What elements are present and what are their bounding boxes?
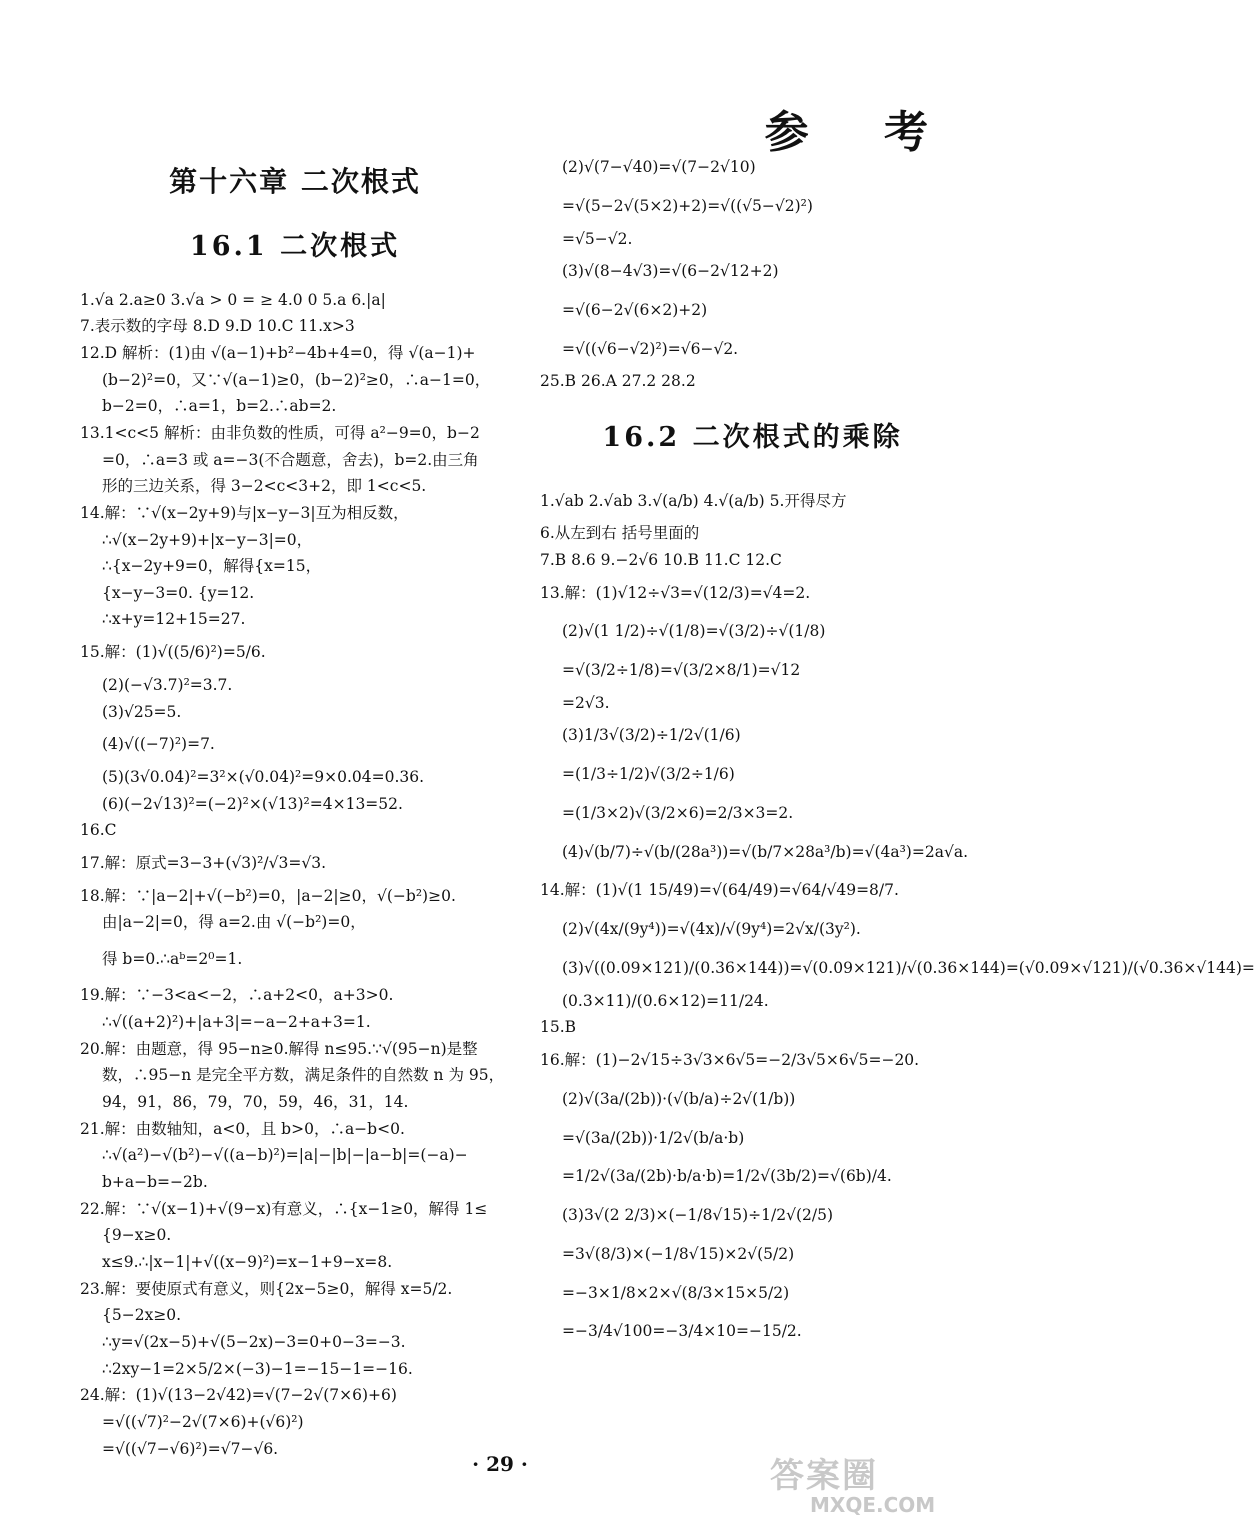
answer-line: 19.解：∵−3<a<−2，∴a+2<0，a+3>0. [80,986,394,1005]
answer-line: 6.从左到右 括号里面的 [540,524,700,543]
answer-line: =√(5−2√(5×2)+2)=√((√5−√2)²) [562,196,813,215]
answer-line: (2)√(4x/(9y⁴))=√(4x)/√(9y⁴)=2√x/(3y²). [562,920,861,939]
answer-line: (3)√((0.09×121)/(0.36×144))=√(0.09×121)/√(0.36×144)=(√0.09×√121)/(√0.36×√144)= [562,958,1255,977]
answer-line: ∴√(x−2y+9)+|x−y−3|=0， [102,530,313,549]
answer-line: (2)√(7−√40)=√(7−2√10) [562,158,756,176]
answer-line: 7.B 8.6 9.−2√6 10.B 11.C 12.C [540,550,782,569]
answer-line: ∴x+y=12+15=27. [102,610,246,629]
answer-line: ∴√(a²)−√(b²)−√((a−b)²)=|a|−|b|−|a−b|=(−a)− [102,1146,468,1165]
answer-line: 15.解：(1)√((5/6)²)=5/6. [80,643,266,662]
answer-line: =3√(8/3)×(−1/8√15)×2√(5/2) [562,1244,795,1263]
answer-line: b+a−b=−2b. [102,1173,208,1192]
answer-line: (4)√(b/7)÷√(b/(28a³))=√(b/7×28a³/b)=√(4a³)=2a√a. [562,842,968,861]
answer-line: (2)(−√3.7)²=3.7. [102,675,233,694]
answer-line: 13.解：(1)√12÷√3=√(12/3)=√4=2. [540,583,811,602]
answer-line: ∴{x−2y+9=0，解得{x=15， [102,557,322,576]
answer-line: {5−2x≥0. [102,1306,182,1325]
answer-line: 得 b=0.∴aᵇ=2⁰=1. [102,949,243,968]
answer-line: (b−2)²=0，又∵√(a−1)≥0，(b−2)²≥0，∴a−1=0， [102,370,491,389]
answer-line: (5)(3√0.04)²=3²×(√0.04)²=9×0.04=0.36. [102,767,425,786]
answer-line: 16.C [80,821,117,840]
left-answers [80,287,510,1463]
answer-line: 14.解：(1)√(1 15/49)=√(64/49)=√64/√49=8/7. [540,881,899,900]
right-column [540,148,1255,1351]
answer-line: =−3×1/8×2×√(8/3×15×5/2) [562,1283,790,1302]
answer-line: ∴√((a+2)²)+|a+3|=−a−2+a+3=1. [102,1013,371,1032]
answer-line: 13.1<c<5 解析：由非负数的性质，可得 a²−9=0，b−2 [80,423,480,442]
answer-line: 1.√a 2.a≥0 3.√a > 0 = ≥ 4.0 0 5.a 6.|a| [80,290,386,309]
answer-line: =0，∴a=3 或 a=−3(不合题意，舍去)，b=2.由三角 [102,450,479,469]
answer-line: 14.解：∵√(x−2y+9)与|x−y−3|互为相反数， [80,503,409,522]
answer-line: =√((√7)²−2√(7×6)+(√6)²) [102,1412,304,1431]
answer-line: 20.解：由题意，得 95−n≥0.解得 n≤95.∵√(95−n)是整 [80,1039,478,1058]
answer-line: 22.解：∵√(x−1)+√(9−x)有意义，∴{x−1≥0，解得 1≤ [80,1199,488,1218]
answer-line: (2)√(1 1/2)÷√(1/8)=√(3/2)÷√(1/8) [562,622,826,641]
answer-line: 1.√ab 2.√ab 3.√(a/b) 4.√(a/b) 5.开得尽方 [540,491,847,510]
answer-line: =√(3a/(2b))·1/2√(b/a·b) [562,1128,745,1147]
answer-line: 形的三边关系，得 3−2<c<3+2，即 1<c<5. [102,477,427,496]
answer-line: =√(3/2÷1/8)=√(3/2×8/1)=√12 [562,661,801,680]
answer-line: 12.D 解析：(1)由 √(a−1)+b²−4b+4=0，得 √(a−1)+ [80,343,476,362]
answer-line: 18.解：∵|a−2|+√(−b²)=0，|a−2|≥0，√(−b²)≥0. [80,886,456,905]
right-answers-bottom [540,482,1255,1352]
answer-line: 15.B [540,1018,577,1037]
answer-line: (3)1/3√(3/2)÷1/2√(1/6) [562,726,741,745]
answer-line: (6)(−2√13)²=(−2)²×(√13)²=4×13=52. [102,794,403,813]
answer-line: (0.3×11)/(0.6×12)=11/24. [562,991,769,1010]
answer-line: {x−y−3=0. {y=12. [102,583,255,602]
answer-line: (3)√(8−4√3)=√(6−2√12+2) [562,262,779,281]
answer-line: =−3/4√100=−3/4×10=−15/2. [562,1322,802,1341]
chapter-title: 第十六章 二次根式 [169,165,421,198]
watermark-url: MXQE.COM [810,1493,936,1517]
answer-line: =√((√6−√2)²)=√6−√2. [562,339,739,358]
answer-line: 7.表示数的字母 8.D 9.D 10.C 11.x>3 [80,317,355,336]
answer-line: ∴2xy−1=2×5/2×(−3)−1=−15−1=−16. [102,1359,413,1378]
answer-line: 由|a−2|=0，得 a=2.由 √(−b²)=0， [102,913,366,932]
watermark [770,1448,970,1517]
page-number: · 29 · [472,1452,528,1476]
answer-line: (4)√((−7)²)=7. [102,735,215,754]
answer-line: x≤9.∴|x−1|+√((x−9)²)=x−1+9−x=8. [102,1253,393,1272]
answer-line: =√((√7−√6)²)=√7−√6. [102,1439,279,1458]
answer-line: 21.解：由数轴知，a<0，且 b>0，∴a−b<0. [80,1119,405,1138]
answer-line: =(1/3÷1/2)√(3/2÷1/6) [562,765,735,784]
answer-line: =(1/3×2)√(3/2×6)=2/3×3=2. [562,803,794,822]
left-column [80,150,510,1462]
watermark-logo: 答案圈 [770,1456,878,1496]
corner-title: 参 考 [764,107,958,158]
answer-line: b−2=0，∴a=1，b=2.∴ab=2. [102,397,337,416]
answer-line: =√(6−2√(6×2)+2) [562,300,708,319]
answer-line: 94，91，86，79，70，59，46，31，14. [102,1093,409,1112]
answer-line: =1/2√(3a/(2b)·b/a·b)=1/2√(3b/2)=√(6b)/4. [562,1167,892,1186]
answer-line: 23.解：要使原式有意义，则{2x−5≥0，解得 x=5/2. [80,1279,453,1298]
answer-line: =√5−√2. [562,229,633,248]
section-title-16-1: 16.1 二次根式 [189,231,401,263]
answer-line: {9−x≥0. [102,1226,172,1245]
answer-line: 17.解：原式=3−3+(√3)²/√3=√3. [80,853,326,872]
answer-line: (3)3√(2 2/3)×(−1/8√15)÷1/2√(2/5) [562,1206,833,1225]
answer-line: (3)√25=5. [102,702,182,721]
answer-line: =2√3. [562,693,610,712]
answer-line: 16.解：(1)−2√15÷3√3×6√5=−2/3√5×6√5=−20. [540,1051,920,1070]
answer-line: ∴y=√(2x−5)+√(5−2x)−3=0+0−3=−3. [102,1333,406,1351]
answer-line: 25.B 26.A 27.2 28.2 [540,372,696,391]
right-answers-top [540,148,965,395]
answer-line: (2)√(3a/(2b))·(√(b/a)÷2√(1/b)) [562,1089,796,1108]
section-title-16-2: 16.2 二次根式的乘除 [602,422,903,454]
answer-line: 24.解：(1)√(13−2√42)=√(7−2√(7×6)+6) [80,1386,397,1405]
answer-line: 数，∴95−n 是完全平方数，满足条件的自然数 n 为 95， [102,1066,505,1085]
